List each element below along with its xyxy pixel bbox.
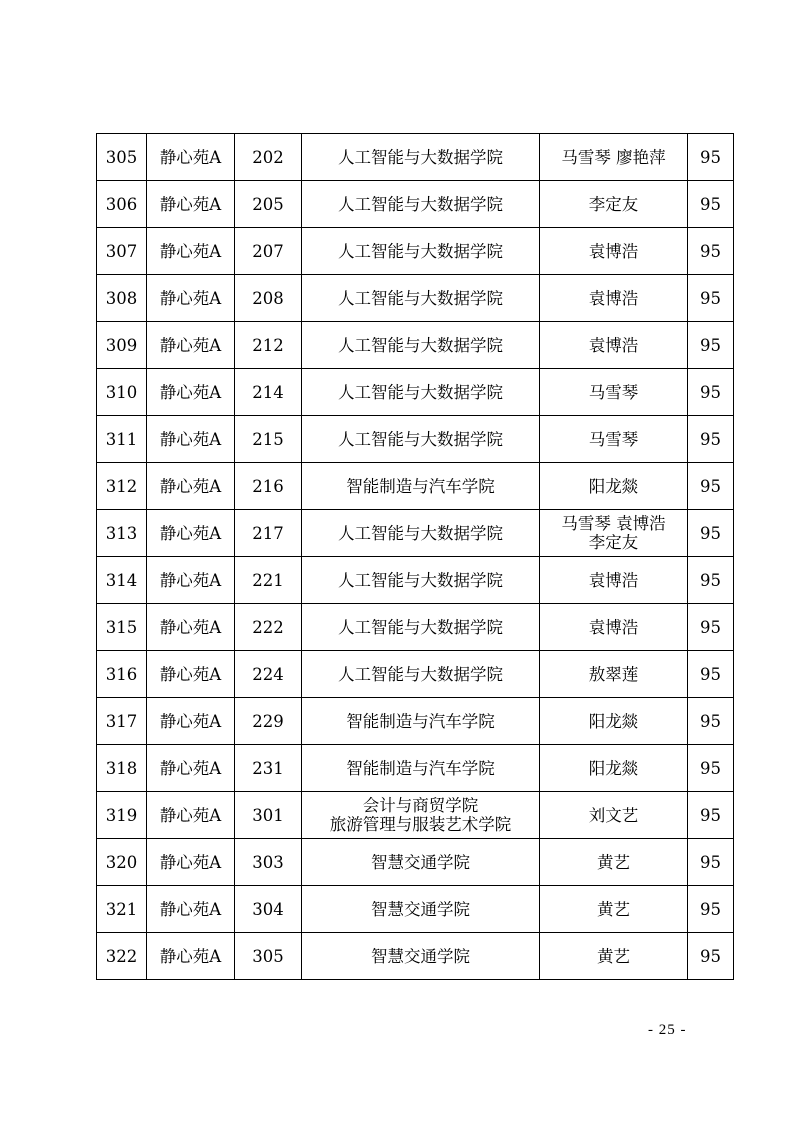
table-row — [97, 416, 734, 463]
cell-score: 95 — [688, 933, 734, 980]
cell-teacher — [540, 463, 688, 510]
cell-score: 95 — [688, 369, 734, 416]
cell-college — [302, 463, 540, 510]
cell-building: 静心苑A — [147, 839, 235, 886]
cell-number: 307 — [97, 228, 147, 275]
cell-building: 静心苑A — [147, 604, 235, 651]
cell-college-line: 人工智能与大数据学院 — [338, 523, 503, 543]
cell-teacher — [540, 651, 688, 698]
cell-teacher — [540, 369, 688, 416]
cell-college — [302, 369, 540, 416]
cell-teacher — [540, 510, 688, 557]
table-row — [97, 839, 734, 886]
table-body — [97, 134, 734, 980]
cell-college — [302, 322, 540, 369]
cell-number: 312 — [97, 463, 147, 510]
cell-room: 303 — [235, 839, 302, 886]
cell-teacher — [540, 322, 688, 369]
table-row — [97, 369, 734, 416]
cell-score: 95 — [688, 745, 734, 792]
cell-building: 静心苑A — [147, 886, 235, 933]
cell-score: 95 — [688, 886, 734, 933]
cell-college — [302, 839, 540, 886]
cell-teacher — [540, 181, 688, 228]
cell-teacher-line: 马雪琴 袁博浩 — [561, 514, 666, 533]
cell-teacher-line: 李定友 — [588, 194, 639, 214]
cell-number: 319 — [97, 792, 147, 839]
cell-teacher-line: 阳龙燚 — [588, 476, 639, 496]
cell-score: 95 — [688, 604, 734, 651]
cell-teacher — [540, 416, 688, 463]
cell-teacher-line: 阳龙燚 — [588, 711, 639, 731]
table-row — [97, 557, 734, 604]
cell-room: 215 — [235, 416, 302, 463]
cell-college-line: 智能制造与汽车学院 — [346, 711, 495, 731]
cell-number: 316 — [97, 651, 147, 698]
table-row — [97, 322, 734, 369]
cell-college-line: 人工智能与大数据学院 — [338, 147, 503, 167]
cell-building: 静心苑A — [147, 322, 235, 369]
cell-building: 静心苑A — [147, 181, 235, 228]
cell-college — [302, 698, 540, 745]
table-row — [97, 886, 734, 933]
cell-college-line: 智能制造与汽车学院 — [346, 476, 495, 496]
cell-college-line: 智能制造与汽车学院 — [346, 758, 495, 778]
cell-room: 305 — [235, 933, 302, 980]
cell-score: 95 — [688, 698, 734, 745]
cell-college-line: 人工智能与大数据学院 — [338, 288, 503, 308]
cell-room: 207 — [235, 228, 302, 275]
cell-room: 208 — [235, 275, 302, 322]
cell-building: 静心苑A — [147, 698, 235, 745]
cell-college-line: 人工智能与大数据学院 — [338, 194, 503, 214]
cell-college-line: 智慧交通学院 — [371, 946, 470, 966]
cell-teacher-line: 阳龙燚 — [588, 758, 639, 778]
cell-teacher — [540, 604, 688, 651]
cell-college — [302, 228, 540, 275]
cell-number: 321 — [97, 886, 147, 933]
cell-room: 216 — [235, 463, 302, 510]
cell-college-line: 智慧交通学院 — [371, 899, 470, 919]
cell-score: 95 — [688, 416, 734, 463]
cell-college — [302, 510, 540, 557]
cell-room: 231 — [235, 745, 302, 792]
table-row — [97, 134, 734, 181]
cell-building: 静心苑A — [147, 463, 235, 510]
cell-number: 314 — [97, 557, 147, 604]
cell-college-line: 人工智能与大数据学院 — [338, 335, 503, 355]
cell-building: 静心苑A — [147, 510, 235, 557]
cell-score: 95 — [688, 322, 734, 369]
cell-teacher — [540, 792, 688, 839]
cell-room: 229 — [235, 698, 302, 745]
cell-room: 221 — [235, 557, 302, 604]
cell-college-line: 人工智能与大数据学院 — [338, 241, 503, 261]
cell-building: 静心苑A — [147, 933, 235, 980]
cell-score: 95 — [688, 181, 734, 228]
dormitory-score-table — [96, 133, 734, 980]
cell-college-line: 人工智能与大数据学院 — [338, 617, 503, 637]
cell-room: 214 — [235, 369, 302, 416]
cell-teacher — [540, 698, 688, 745]
table-row — [97, 651, 734, 698]
cell-score: 95 — [688, 134, 734, 181]
table-row — [97, 181, 734, 228]
page-number: - 25 - — [648, 1022, 687, 1038]
cell-college — [302, 745, 540, 792]
table-row — [97, 275, 734, 322]
cell-college — [302, 604, 540, 651]
cell-building: 静心苑A — [147, 228, 235, 275]
cell-room: 217 — [235, 510, 302, 557]
cell-college — [302, 416, 540, 463]
cell-score: 95 — [688, 839, 734, 886]
cell-college-line: 人工智能与大数据学院 — [338, 664, 503, 684]
cell-room: 212 — [235, 322, 302, 369]
cell-college-line: 人工智能与大数据学院 — [338, 429, 503, 449]
cell-number: 311 — [97, 416, 147, 463]
cell-building: 静心苑A — [147, 369, 235, 416]
table-row — [97, 463, 734, 510]
cell-teacher — [540, 933, 688, 980]
cell-teacher-line: 袁博浩 — [588, 617, 639, 637]
cell-college — [302, 181, 540, 228]
cell-building: 静心苑A — [147, 745, 235, 792]
cell-teacher — [540, 228, 688, 275]
cell-building: 静心苑A — [147, 792, 235, 839]
cell-college-line: 旅游管理与服装艺术学院 — [329, 815, 512, 834]
cell-number: 308 — [97, 275, 147, 322]
cell-number: 309 — [97, 322, 147, 369]
cell-teacher-line: 李定友 — [588, 533, 639, 552]
cell-number: 318 — [97, 745, 147, 792]
cell-college-line: 人工智能与大数据学院 — [338, 382, 503, 402]
cell-building: 静心苑A — [147, 134, 235, 181]
cell-teacher — [540, 745, 688, 792]
table-row — [97, 745, 734, 792]
cell-teacher-line: 袁博浩 — [588, 241, 639, 261]
cell-score: 95 — [688, 651, 734, 698]
cell-teacher-line: 马雪琴 — [588, 382, 639, 402]
cell-teacher-line: 黄艺 — [597, 946, 630, 966]
cell-teacher — [540, 886, 688, 933]
cell-teacher-line: 袁博浩 — [588, 570, 639, 590]
cell-building: 静心苑A — [147, 275, 235, 322]
cell-number: 305 — [97, 134, 147, 181]
cell-room: 301 — [235, 792, 302, 839]
cell-score: 95 — [688, 510, 734, 557]
table-row — [97, 510, 734, 557]
cell-teacher — [540, 557, 688, 604]
cell-number: 320 — [97, 839, 147, 886]
table-row — [97, 698, 734, 745]
cell-building: 静心苑A — [147, 557, 235, 604]
cell-college — [302, 886, 540, 933]
cell-number: 306 — [97, 181, 147, 228]
cell-score: 95 — [688, 463, 734, 510]
cell-teacher-line: 袁博浩 — [588, 335, 639, 355]
cell-score: 95 — [688, 557, 734, 604]
cell-college-line: 人工智能与大数据学院 — [338, 570, 503, 590]
cell-teacher-line: 马雪琴 廖艳萍 — [561, 147, 666, 167]
cell-college — [302, 651, 540, 698]
cell-college — [302, 933, 540, 980]
cell-number: 313 — [97, 510, 147, 557]
cell-college — [302, 557, 540, 604]
table-row — [97, 604, 734, 651]
cell-room: 224 — [235, 651, 302, 698]
table-row — [97, 228, 734, 275]
cell-teacher-line: 袁博浩 — [588, 288, 639, 308]
cell-room: 222 — [235, 604, 302, 651]
cell-number: 317 — [97, 698, 147, 745]
cell-teacher-line: 敖翠莲 — [588, 664, 639, 684]
cell-building: 静心苑A — [147, 651, 235, 698]
cell-room: 202 — [235, 134, 302, 181]
cell-number: 310 — [97, 369, 147, 416]
cell-college — [302, 275, 540, 322]
cell-teacher — [540, 275, 688, 322]
table-row — [97, 933, 734, 980]
cell-college — [302, 792, 540, 839]
cell-teacher-line: 黄艺 — [597, 899, 630, 919]
cell-score: 95 — [688, 275, 734, 322]
table-row — [97, 792, 734, 839]
cell-room: 304 — [235, 886, 302, 933]
cell-number: 322 — [97, 933, 147, 980]
cell-building: 静心苑A — [147, 416, 235, 463]
cell-teacher — [540, 839, 688, 886]
cell-college-line: 智慧交通学院 — [371, 852, 470, 872]
cell-college — [302, 134, 540, 181]
cell-teacher-line: 马雪琴 — [588, 429, 639, 449]
cell-teacher-line: 刘文艺 — [588, 805, 639, 825]
cell-college-line: 会计与商贸学院 — [362, 796, 479, 815]
cell-score: 95 — [688, 792, 734, 839]
cell-teacher-line: 黄艺 — [597, 852, 630, 872]
cell-score: 95 — [688, 228, 734, 275]
cell-teacher — [540, 134, 688, 181]
cell-number: 315 — [97, 604, 147, 651]
cell-room: 205 — [235, 181, 302, 228]
